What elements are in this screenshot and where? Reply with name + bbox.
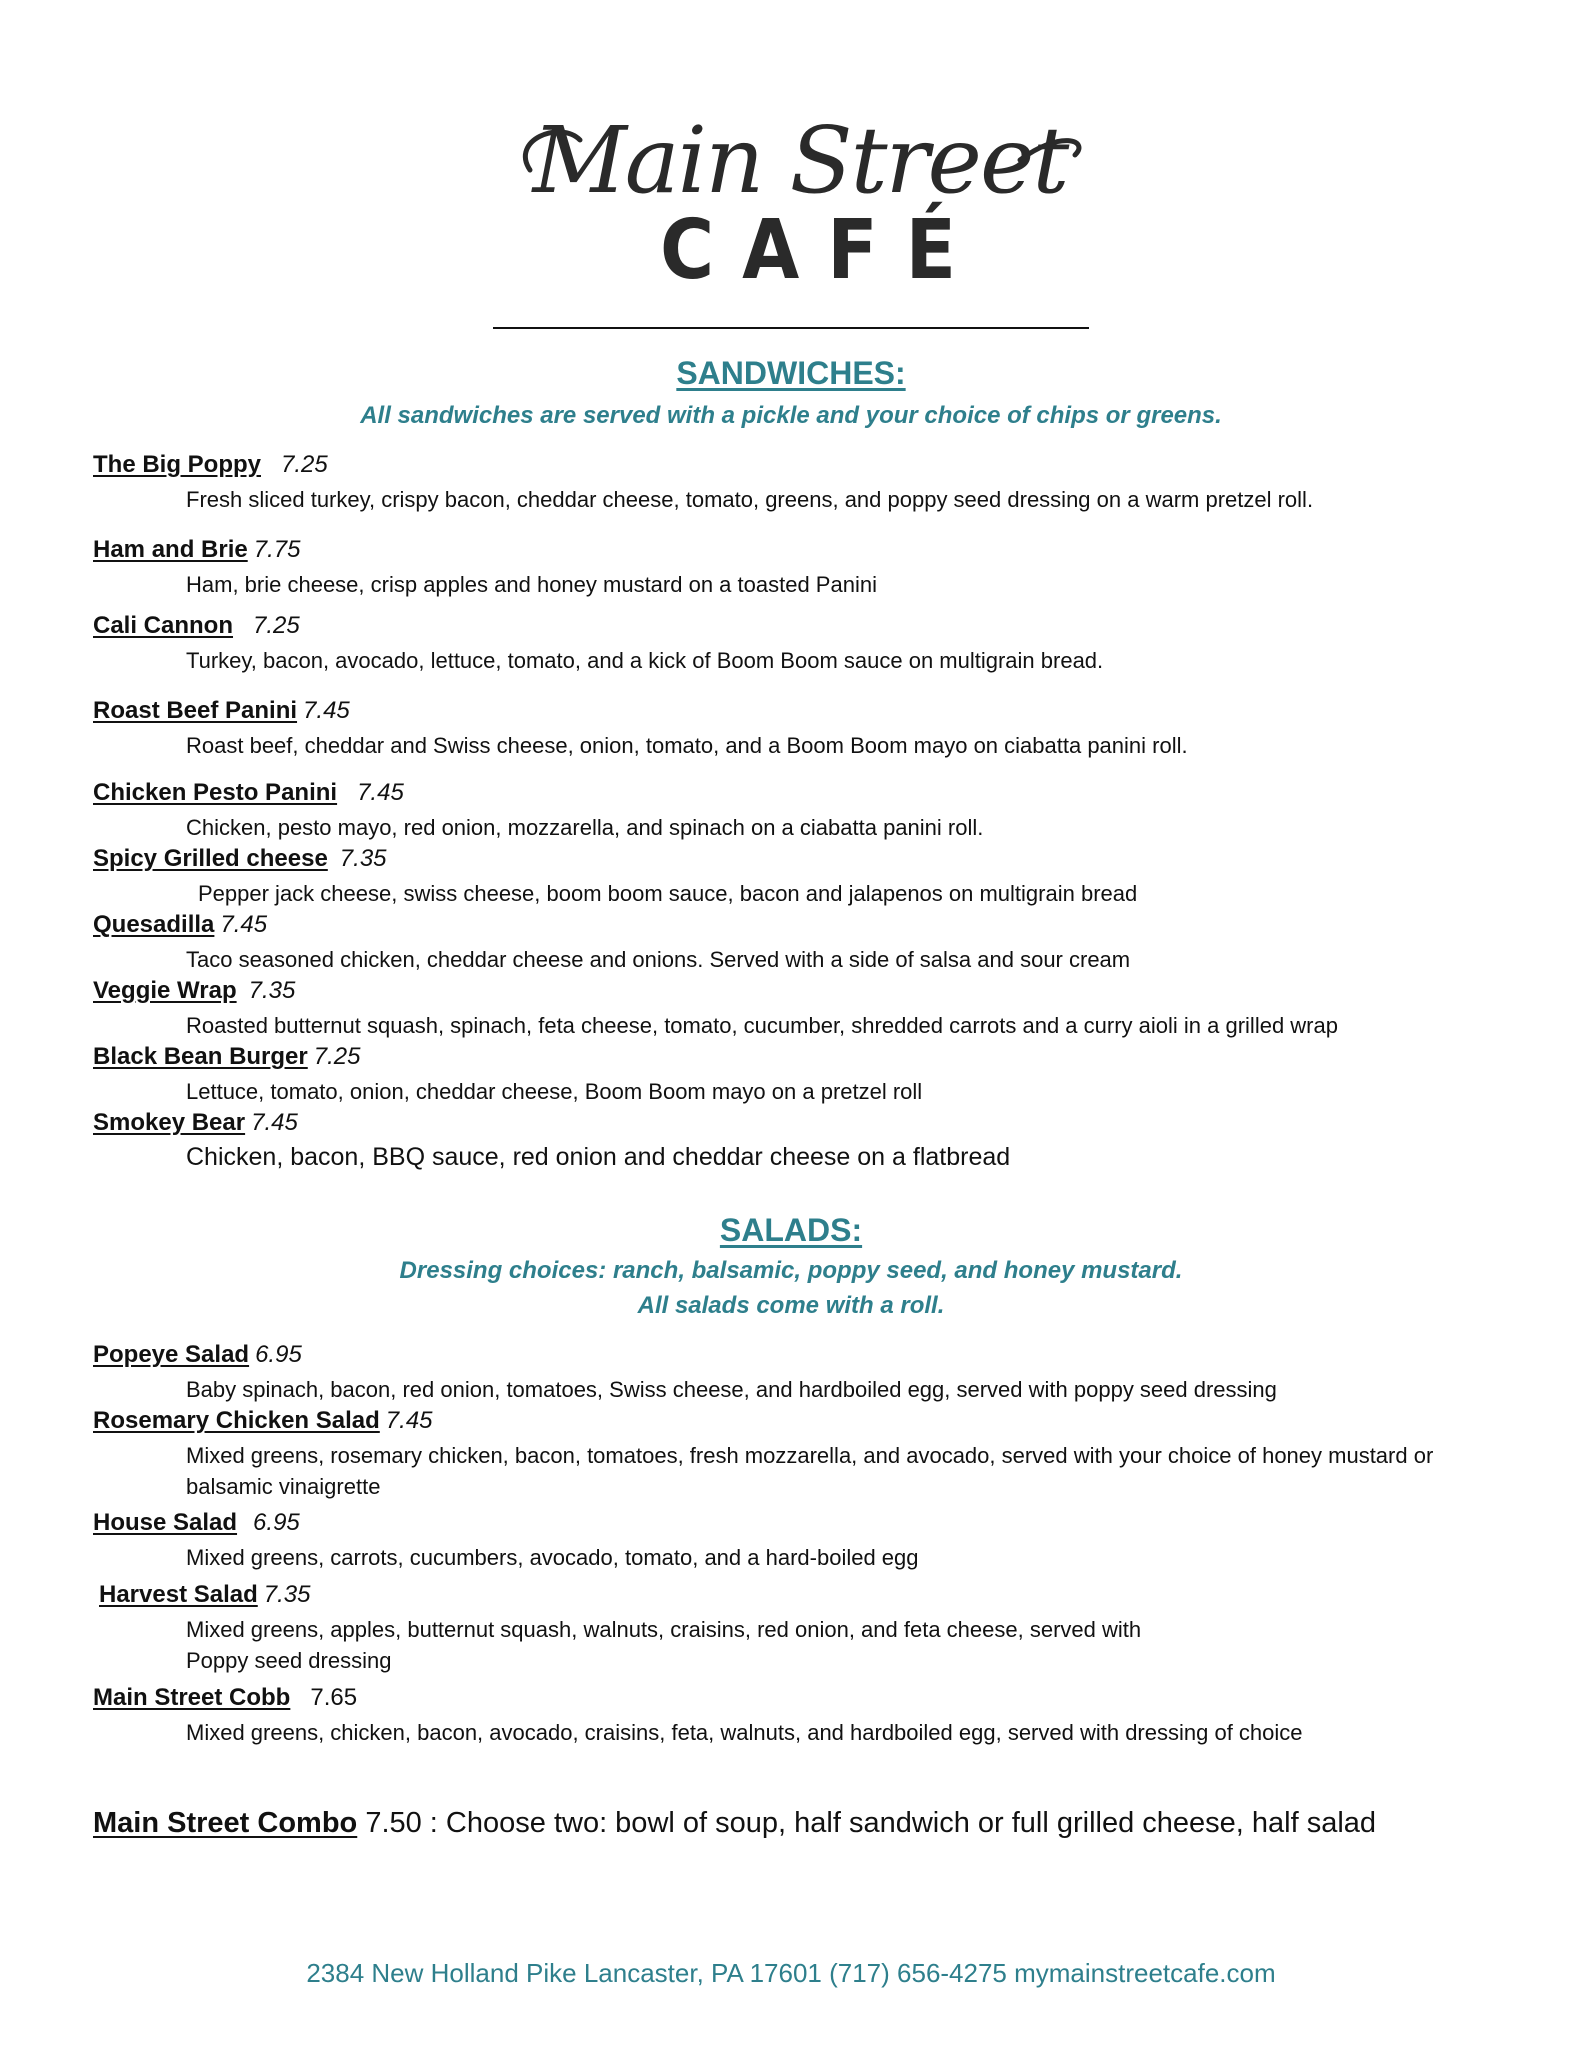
item-price: 7.45 [357,779,404,806]
item-price: 7.45 [251,1109,298,1136]
menu-item [93,1683,1493,1748]
item-name: Chicken Pesto Panini [93,779,338,806]
cafe-logo [500,100,1100,290]
item-price: 6.95 [255,1341,302,1368]
salads-subtitle-1: Dressing choices: ranch, balsamic, poppy seed, and honey mustard. [399,1257,1183,1284]
item-name: Quesadilla [93,911,215,938]
item-price: 7.35 [339,845,387,872]
item-price: 7.45 [220,911,268,938]
item-price: 7.45 [385,1407,433,1434]
item-description: Chicken, bacon, BBQ sauce, red onion and cheddar cheese on a flatbread [186,1143,1011,1171]
menu-item [93,976,1493,1041]
item-price: 7.25 [313,1043,361,1070]
item-name: Cali Cannon [93,612,234,639]
logo-divider [493,327,1089,329]
item-description: Mixed greens, chicken, bacon, avocado, craisins, feta, walnuts, and hardboiled egg, served with dressing of choice [186,1720,1303,1745]
combo-name: Main Street Combo [93,1807,358,1839]
sandwiches-title: SANDWICHES: [676,355,906,391]
item-description: Ham, brie cheese, crisp apples and honey mustard on a toasted Panini [186,572,877,597]
combo-line [93,1807,1376,1840]
item-name: Rosemary Chicken Salad [93,1407,380,1434]
combo-text: 7.50 : Choose two: bowl of soup, half sandwich or full grilled cheese, half salad [365,1807,1377,1839]
item-name: Smokey Bear [93,1109,246,1136]
item-description: Chicken, pesto mayo, red onion, mozzarella, and spinach on a ciabatta panini roll. [186,815,984,840]
item-name: Black Bean Burger [93,1043,308,1070]
item-price: 7.35 [248,977,296,1004]
item-price: 7.25 [253,612,300,639]
menu-item [93,696,1493,761]
menu-item [93,1042,1493,1107]
item-name: The Big Poppy [93,451,261,478]
item-name: Main Street Cobb [93,1684,291,1711]
item-name: House Salad [93,1509,238,1536]
item-description-line: Poppy seed dressing [186,1648,392,1673]
item-description: Roasted butternut squash, spinach, feta cheese, tomato, cucumber, shredded carrots and a curry aioli in a grilled wrap [186,1013,1338,1038]
item-description: Lettuce, tomato, onion, cheddar cheese, Boom Boom mayo on a pretzel roll [186,1079,923,1104]
item-description: Mixed greens, rosemary chicken, bacon, tomatoes, fresh mozzarella, and avocado, served with your choice of honey mustard or balsamic vinaigrette [186,1443,1434,1499]
menu-item [93,611,1493,676]
item-name: Ham and Brie [93,536,248,563]
menu-item [93,535,1493,600]
salads-subtitle-2: All salads come with a roll. [637,1292,945,1319]
logo-script-text: Main Street [532,107,1068,214]
item-name: Roast Beef Panini [93,697,298,724]
menu-item [93,1508,1493,1573]
item-name: Popeye Salad [93,1341,250,1368]
item-name: Veggie Wrap [93,977,237,1004]
item-price: 7.45 [303,697,350,724]
item-description: Fresh sliced turkey, crispy bacon, cheddar cheese, tomato, greens, and poppy seed dressing on a warm pretzel roll. [186,487,1314,512]
menu-item [93,844,1493,909]
item-description: Pepper jack cheese, swiss cheese, boom boom sauce, bacon and jalapenos on multigrain bread [198,881,1138,906]
sandwiches-subtitle: All sandwiches are served with a pickle and your choice of chips or greens. [360,402,1222,429]
item-description: Baby spinach, bacon, red onion, tomatoes, Swiss cheese, and hardboiled egg, served with poppy seed dressing [186,1377,1277,1402]
footer-contact: 2384 New Holland Pike Lancaster, PA 17601 (717) 656-4275 mymainstreetcafe.com [306,1958,1276,1988]
menu-item [93,910,1493,975]
item-price: 7.75 [253,536,301,563]
item-price: 7.25 [281,451,328,478]
item-name: Spicy Grilled cheese [93,845,328,872]
item-price: 7.65 [310,1684,358,1711]
salads-title: SALADS: [719,1212,863,1248]
item-description: Roast beef, cheddar and Swiss cheese, onion, tomato, and a Boom Boom mayo on ciabatta panini roll. [186,733,1188,758]
menu-item [93,778,1493,843]
menu-item [93,450,1493,515]
item-description: Taco seasoned chicken, cheddar cheese and onions. Served with a side of salsa and sour cream [186,947,1131,972]
logo-caps-text: CAFÉ [659,203,985,290]
item-description: Turkey, bacon, avocado, lettuce, tomato, and a kick of Boom Boom sauce on multigrain bread. [186,648,1104,673]
item-description-line: Mixed greens, apples, butternut squash, walnuts, craisins, red onion, and feta cheese, served with [186,1617,1142,1642]
item-name: Harvest Salad [99,1581,258,1608]
item-price: 7.35 [263,1581,311,1608]
menu-item [93,1406,1493,1502]
item-description: Mixed greens, carrots, cucumbers, avocado, tomato, and a hard-boiled egg [186,1545,919,1570]
menu-item [99,1580,1499,1676]
item-price: 6.95 [253,1509,300,1536]
menu-item [93,1340,1493,1405]
item-description [186,1614,1506,1676]
menu-item [93,1108,1493,1173]
